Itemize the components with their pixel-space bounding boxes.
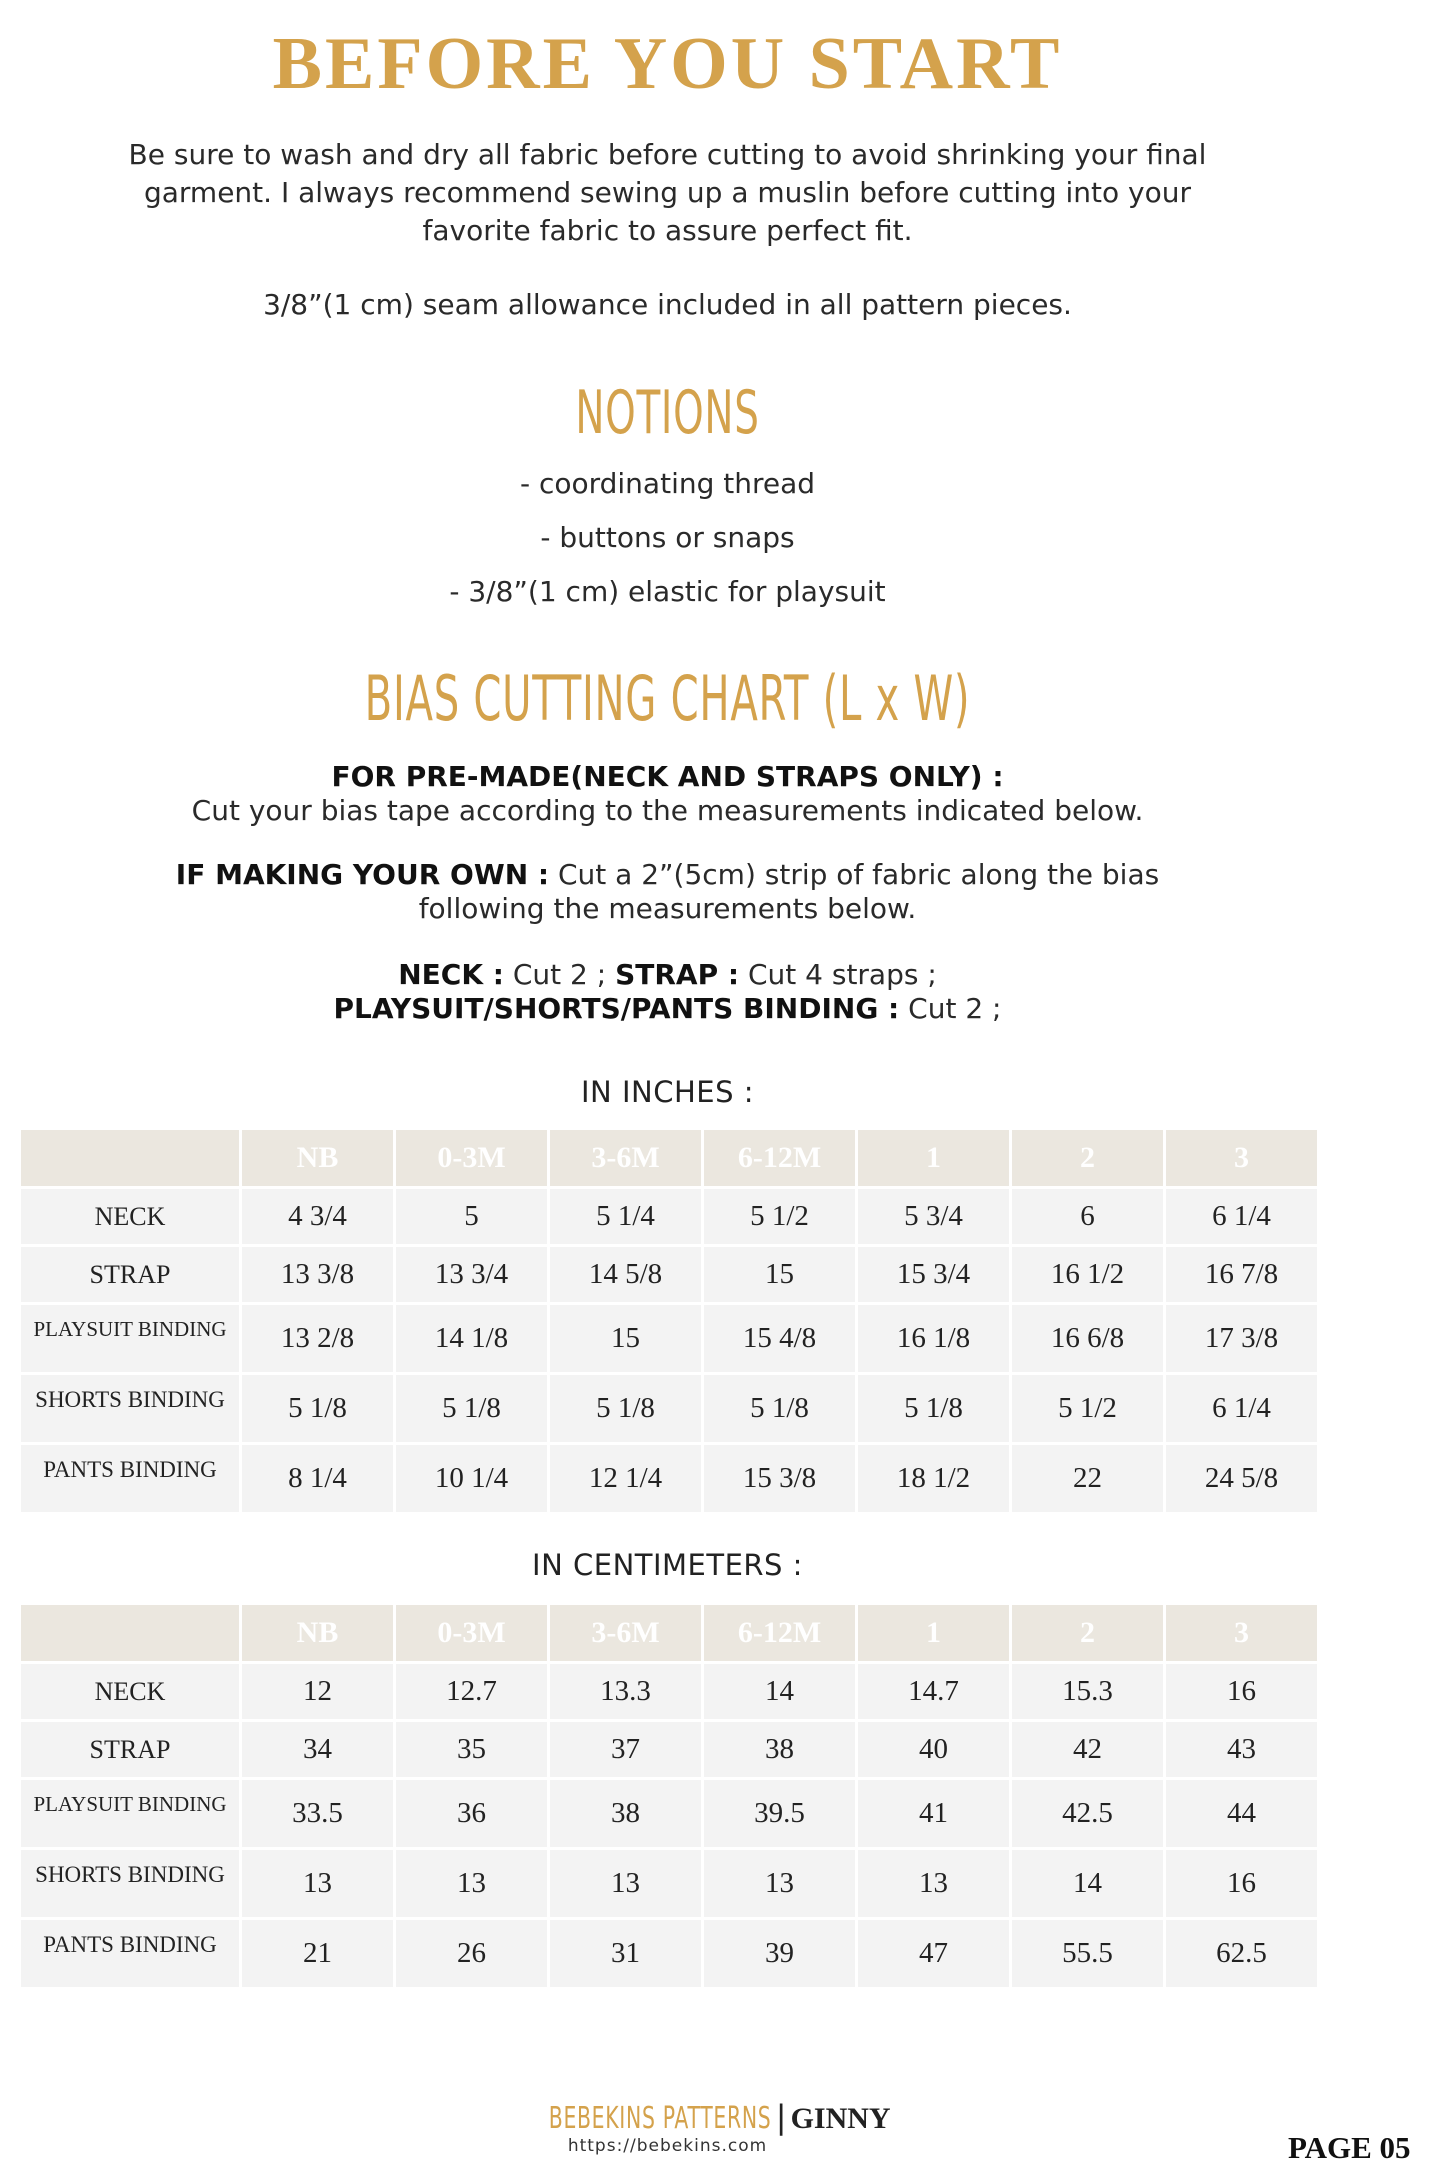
table-row xyxy=(21,1305,1317,1372)
table-cell: 16 7/8 xyxy=(1166,1247,1317,1302)
table-cell: 34 xyxy=(242,1722,393,1777)
table-cell: 39 xyxy=(704,1920,855,1987)
table-cell: 17 3/8 xyxy=(1166,1305,1317,1372)
table-cell: 5 1/8 xyxy=(242,1375,393,1442)
row-label: PLAYSUIT BINDING xyxy=(21,1305,239,1372)
table-cell: 13 xyxy=(396,1850,547,1917)
table-cell: 18 1/2 xyxy=(858,1445,1009,1512)
table-cell: 16 1/8 xyxy=(858,1305,1009,1372)
table-cell: 31 xyxy=(550,1920,701,1987)
size-header: 1 xyxy=(858,1130,1009,1186)
row-label: PLAYSUIT BINDING xyxy=(21,1780,239,1847)
table-cell: 13 3/4 xyxy=(396,1247,547,1302)
table-cell: 5 1/4 xyxy=(550,1189,701,1244)
table-cell: 5 1/8 xyxy=(550,1375,701,1442)
notions-heading: NOTIONS xyxy=(575,378,760,448)
table-cell: 6 1/4 xyxy=(1166,1189,1317,1244)
row-label: STRAP xyxy=(21,1722,239,1777)
table-cell: 13.3 xyxy=(550,1664,701,1719)
table-cell: 41 xyxy=(858,1780,1009,1847)
strap-label: STRAP : xyxy=(615,958,740,991)
table-cell: 5 1/2 xyxy=(1012,1375,1163,1442)
table-cell: 22 xyxy=(1012,1445,1163,1512)
table-cell: 12.7 xyxy=(396,1664,547,1719)
size-header: 6-12M xyxy=(704,1605,855,1661)
pattern-name: GINNY xyxy=(790,2102,891,2135)
table-cell: 26 xyxy=(396,1920,547,1987)
table-cell: 15 3/8 xyxy=(704,1445,855,1512)
table-cell: 12 xyxy=(242,1664,393,1719)
header-corner xyxy=(21,1130,239,1186)
table-cell: 38 xyxy=(550,1780,701,1847)
size-header: 3 xyxy=(1166,1605,1317,1661)
binding-label: PLAYSUIT/SHORTS/PANTS BINDING : xyxy=(333,992,900,1025)
own-bias-instructions xyxy=(0,858,1335,926)
table-cell: 40 xyxy=(858,1722,1009,1777)
table-cell: 16 1/2 xyxy=(1012,1247,1163,1302)
table-cell: 6 xyxy=(1012,1189,1163,1244)
own-text: Cut a 2”(5cm) strip of fabric along the bias xyxy=(549,858,1160,891)
centimeters-table-label: IN CENTIMETERS : xyxy=(532,1548,803,1582)
bias-chart-heading: BIAS CUTTING CHART (L x W) xyxy=(364,662,971,735)
inches-table-label: IN INCHES : xyxy=(581,1075,754,1109)
notion-item: - coordinating thread xyxy=(519,467,816,500)
table-row xyxy=(21,1920,1317,1987)
size-header: 3 xyxy=(1166,1130,1317,1186)
table-row xyxy=(21,1664,1317,1719)
neck-text: Cut 2 ; xyxy=(503,958,616,991)
table-cell: 13 2/8 xyxy=(242,1305,393,1372)
footer-url: https://bebekins.com xyxy=(567,2136,768,2156)
table-cell: 15 3/4 xyxy=(858,1247,1009,1302)
table-cell: 14 xyxy=(1012,1850,1163,1917)
table-header-row xyxy=(21,1130,1317,1186)
neck-label: NECK : xyxy=(398,958,504,991)
table-header-row xyxy=(21,1605,1317,1661)
size-header: 3-6M xyxy=(550,1605,701,1661)
table-cell: 5 1/8 xyxy=(704,1375,855,1442)
table-cell: 13 xyxy=(858,1850,1009,1917)
table-cell: 13 3/8 xyxy=(242,1247,393,1302)
premade-text: Cut your bias tape according to the measurements indicated below. xyxy=(191,794,1144,827)
table-row xyxy=(21,1780,1317,1847)
row-label: SHORTS BINDING xyxy=(21,1850,239,1917)
table-cell: 43 xyxy=(1166,1722,1317,1777)
page-number: PAGE 05 xyxy=(1288,2130,1411,2165)
table-cell: 24 5/8 xyxy=(1166,1445,1317,1512)
size-header: 2 xyxy=(1012,1605,1163,1661)
intro-paragraph xyxy=(80,136,1255,250)
table-cell: 5 1/2 xyxy=(704,1189,855,1244)
table-cell: 42.5 xyxy=(1012,1780,1163,1847)
row-label: STRAP xyxy=(21,1247,239,1302)
table-row xyxy=(21,1722,1317,1777)
table-cell: 8 1/4 xyxy=(242,1445,393,1512)
footer-brand xyxy=(0,2098,1335,2136)
intro-line: favorite fabric to assure perfect fit. xyxy=(422,214,913,247)
table-cell: 15.3 xyxy=(1012,1664,1163,1719)
intro-line: garment. I always recommend sewing up a muslin before cutting into your xyxy=(143,176,1192,209)
header-corner xyxy=(21,1605,239,1661)
table-row xyxy=(21,1247,1317,1302)
table-row xyxy=(21,1189,1317,1244)
strap-text: Cut 4 straps ; xyxy=(739,958,937,991)
table-cell: 14.7 xyxy=(858,1664,1009,1719)
notion-item: - 3/8”(1 cm) elastic for playsuit xyxy=(449,575,886,608)
table-cell: 16 xyxy=(1166,1850,1317,1917)
table-cell: 37 xyxy=(550,1722,701,1777)
table-cell: 5 xyxy=(396,1189,547,1244)
own-text-line-2: following the measurements below. xyxy=(418,892,917,925)
brand-name: BEBEKINS PATTERNS xyxy=(549,2101,772,2136)
table-cell: 4 3/4 xyxy=(242,1189,393,1244)
row-label: PANTS BINDING xyxy=(21,1920,239,1987)
table-cell: 13 xyxy=(242,1850,393,1917)
size-header: 1 xyxy=(858,1605,1009,1661)
inches-table xyxy=(18,1127,1320,1515)
intro-line: Be sure to wash and dry all fabric before cutting to avoid shrinking your final xyxy=(128,138,1207,171)
table-cell: 36 xyxy=(396,1780,547,1847)
table-cell: 42 xyxy=(1012,1722,1163,1777)
brand-separator: | xyxy=(775,2098,787,2136)
row-label: PANTS BINDING xyxy=(21,1445,239,1512)
notion-item: - buttons or snaps xyxy=(540,521,795,554)
size-header: 6-12M xyxy=(704,1130,855,1186)
table-cell: 16 xyxy=(1166,1664,1317,1719)
premade-label: FOR PRE-MADE(NECK AND STRAPS ONLY) : xyxy=(331,760,1004,793)
table-cell: 38 xyxy=(704,1722,855,1777)
table-cell: 39.5 xyxy=(704,1780,855,1847)
cut-quantities xyxy=(0,958,1335,1026)
size-header: NB xyxy=(242,1130,393,1186)
row-label: SHORTS BINDING xyxy=(21,1375,239,1442)
table-cell: 15 xyxy=(704,1247,855,1302)
table-cell: 14 1/8 xyxy=(396,1305,547,1372)
table-cell: 44 xyxy=(1166,1780,1317,1847)
table-cell: 5 1/8 xyxy=(858,1375,1009,1442)
table-cell: 55.5 xyxy=(1012,1920,1163,1987)
table-cell: 33.5 xyxy=(242,1780,393,1847)
table-cell: 5 3/4 xyxy=(858,1189,1009,1244)
row-label: NECK xyxy=(21,1664,239,1719)
row-label: NECK xyxy=(21,1189,239,1244)
own-label: IF MAKING YOUR OWN : xyxy=(175,858,550,891)
page-title: BEFORE YOU START xyxy=(272,23,1063,105)
size-header: NB xyxy=(242,1605,393,1661)
size-header: 0-3M xyxy=(396,1130,547,1186)
size-header: 2 xyxy=(1012,1130,1163,1186)
table-cell: 13 xyxy=(550,1850,701,1917)
table-cell: 5 1/8 xyxy=(396,1375,547,1442)
table-cell: 15 4/8 xyxy=(704,1305,855,1372)
table-row xyxy=(21,1445,1317,1512)
table-cell: 21 xyxy=(242,1920,393,1987)
table-cell: 6 1/4 xyxy=(1166,1375,1317,1442)
table-cell: 14 5/8 xyxy=(550,1247,701,1302)
table-cell: 10 1/4 xyxy=(396,1445,547,1512)
table-row xyxy=(21,1850,1317,1917)
table-cell: 47 xyxy=(858,1920,1009,1987)
size-header: 0-3M xyxy=(396,1605,547,1661)
premade-instructions xyxy=(0,760,1335,828)
table-cell: 13 xyxy=(704,1850,855,1917)
binding-text: Cut 2 ; xyxy=(899,992,1002,1025)
table-cell: 15 xyxy=(550,1305,701,1372)
table-cell: 35 xyxy=(396,1722,547,1777)
notions-list xyxy=(0,462,1335,624)
table-cell: 12 1/4 xyxy=(550,1445,701,1512)
centimeters-table xyxy=(18,1602,1320,1990)
size-header: 3-6M xyxy=(550,1130,701,1186)
seam-allowance-note: 3/8”(1 cm) seam allowance included in all pattern pieces. xyxy=(263,288,1072,321)
table-cell: 16 6/8 xyxy=(1012,1305,1163,1372)
table-cell: 62.5 xyxy=(1166,1920,1317,1987)
table-row xyxy=(21,1375,1317,1442)
table-cell: 14 xyxy=(704,1664,855,1719)
